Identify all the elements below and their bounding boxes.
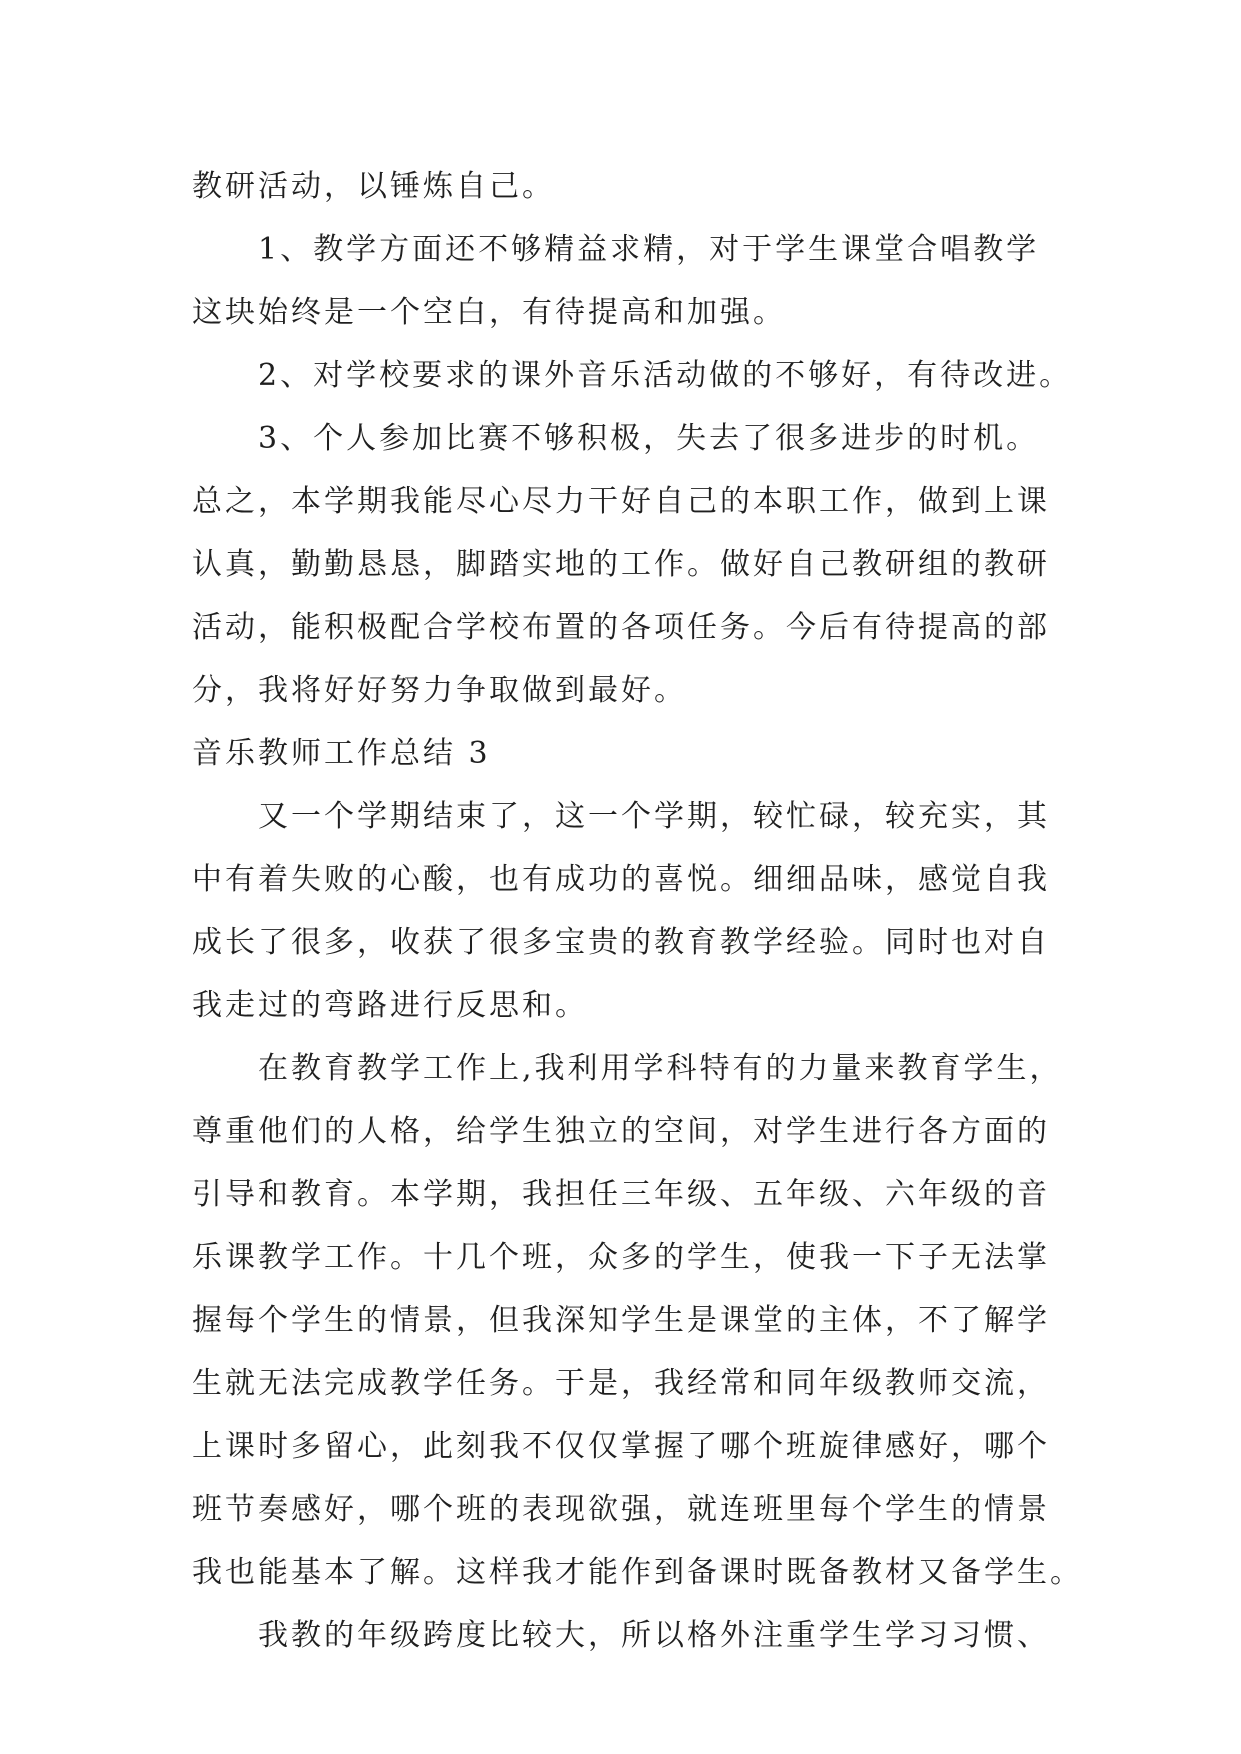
text-line: 尊重他们的人格，给学生独立的空间，对学生进行各方面的 — [192, 1114, 1050, 1149]
text-line: 上课时多留心，此刻我不仅仅掌握了哪个班旋律感好，哪个 — [192, 1429, 1050, 1464]
text-line: 成长了很多，收获了很多宝贵的教育教学经验。同时也对自 — [192, 925, 1050, 960]
text-line: 这块始终是一个空白，有待提高和加强。 — [192, 295, 786, 330]
text-line: 音乐教师工作总结 3 — [192, 736, 491, 771]
text-line: 我走过的弯路进行反思和。 — [192, 988, 588, 1023]
text-line: 分，我将好好努力争取做到最好。 — [192, 673, 687, 708]
text-line: 握每个学生的情景，但我深知学生是课堂的主体，不了解学 — [192, 1303, 1050, 1338]
text-line: 活动，能积极配合学校布置的各项任务。今后有待提高的部 — [192, 610, 1050, 645]
text-line: 在教育教学工作上,我利用学科特有的力量来教育学生， — [258, 1051, 1063, 1086]
text-line: 我也能基本了解。这样我才能作到备课时既备教材又备学生。 — [192, 1555, 1083, 1590]
document-body — [192, 155, 1083, 1667]
text-line: 总之，本学期我能尽心尽力干好自己的本职工作，做到上课 — [192, 484, 1050, 519]
text-line: 又一个学期结束了，这一个学期，较忙碌，较充实，其 — [258, 799, 1050, 834]
text-line: 2、对学校要求的课外音乐活动做的不够好，有待改进。 — [258, 358, 1073, 393]
text-line: 认真，勤勤恳恳，脚踏实地的工作。做好自己教研组的教研 — [192, 547, 1050, 582]
text-line: 我教的年级跨度比较大，所以格外注重学生学习习惯、 — [258, 1618, 1050, 1653]
text-line: 引导和教育。本学期，我担任三年级、五年级、六年级的音 — [192, 1177, 1050, 1212]
text-line: 班节奏感好，哪个班的表现欲强，就连班里每个学生的情景 — [192, 1492, 1050, 1527]
text-line: 1、教学方面还不够精益求精，对于学生课堂合唱教学 — [258, 232, 1040, 267]
text-line: 生就无法完成教学任务。于是，我经常和同年级教师交流， — [192, 1366, 1050, 1401]
text-line: 3、个人参加比赛不够积极，失去了很多进步的时机。 — [258, 421, 1040, 456]
text-line: 教研活动，以锤炼自己。 — [192, 169, 555, 204]
text-line: 乐课教学工作。十几个班，众多的学生，使我一下子无法掌 — [192, 1240, 1050, 1275]
text-line: 中有着失败的心酸，也有成功的喜悦。细细品味，感觉自我 — [192, 862, 1050, 897]
